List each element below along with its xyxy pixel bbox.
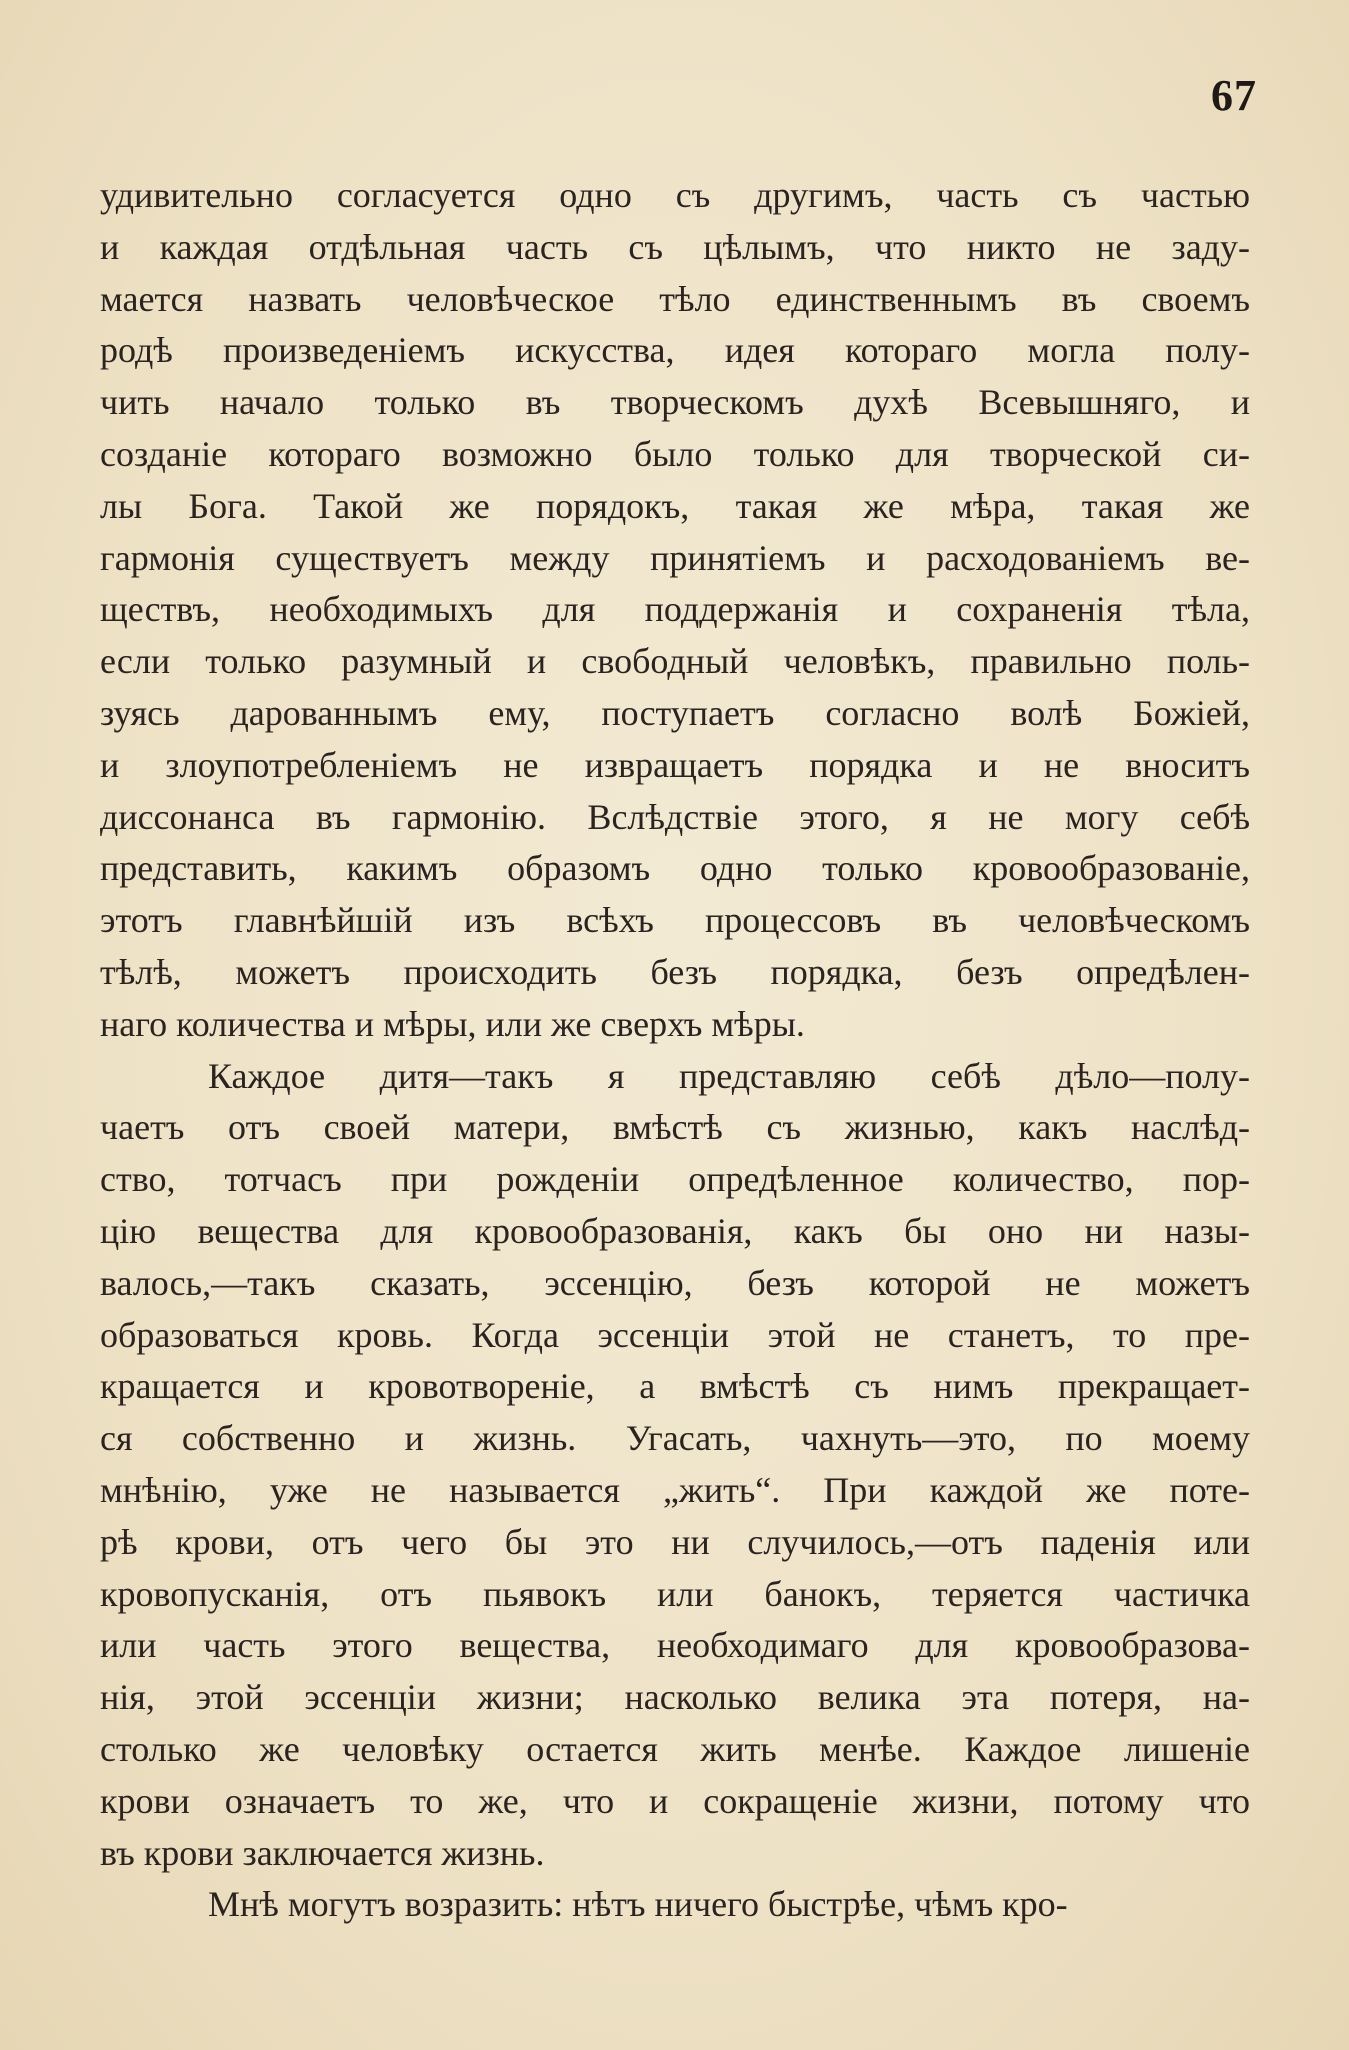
text-line: и каждая отдѣльная часть съ цѣлымъ, что никто не заду- <box>100 226 1250 267</box>
text-line: родѣ произведеніемъ искусства, идея котораго могла полу- <box>100 330 1250 371</box>
text-line: образоваться кровь. Когда эссенціи этой не станетъ, то пре- <box>100 1314 1250 1355</box>
page-number: 67 <box>1211 71 1257 120</box>
text-line: мается назвать человѣческое тѣло единственнымъ въ своемъ <box>100 278 1250 319</box>
text-line: диссонанса въ гармонію. Вслѣдствіе этого, я не могу себѣ <box>100 796 1250 837</box>
text-line: лы Бога. Такой же порядокъ, такая же мѣра, такая же <box>100 485 1250 526</box>
text-line: Каждое дитя—такъ я представляю себѣ дѣло—полу- <box>208 1055 1250 1096</box>
text-line: кращается и кровотвореніе, а вмѣстѣ съ нимъ прекращает- <box>100 1366 1250 1407</box>
paragraph <box>100 1051 1250 1880</box>
text-line: чить начало только въ творческомъ духѣ Всевышняго, и <box>100 382 1250 423</box>
text-line: ство, тотчасъ при рожденіи опредѣленное количество, пор- <box>100 1159 1250 1200</box>
text-line: представить, какимъ образомъ одно только кровообразованіе, <box>100 848 1250 889</box>
text-line: созданіе котораго возможно было только для творческой си- <box>100 433 1250 474</box>
text-line: наго количества и мѣры, или же сверхъ мѣры. <box>100 1003 805 1044</box>
text-line: или часть этого вещества, необходимаго для кровообразова- <box>100 1625 1250 1666</box>
text-line: мнѣнію, уже не называется „жить“. При каждой же поте- <box>100 1469 1250 1510</box>
text-line: кровопусканія, отъ пьявокъ или банокъ, теряется частичка <box>100 1573 1250 1614</box>
text-line: крови означаетъ то же, что и сокращеніе жизни, потому что <box>100 1780 1250 1821</box>
text-line: въ крови заключается жизнь. <box>100 1832 545 1873</box>
text-line: этотъ главнѣйшій изъ всѣхъ процессовъ въ человѣческомъ <box>100 900 1250 941</box>
text-line: чаетъ отъ своей матери, вмѣстѣ съ жизнью, какъ наслѣд- <box>100 1107 1250 1148</box>
text-line: столько же человѣку остается жить менѣе. Каждое лишеніе <box>100 1728 1250 1769</box>
text-line: Мнѣ могутъ возразить: нѣтъ ничего быстрѣе, чѣмъ кро- <box>208 1884 1068 1925</box>
text-line: и злоупотребленіемъ не извращаетъ порядка и не вноситъ <box>100 744 1250 785</box>
text-line: зуясь дарованнымъ ему, поступаетъ согласно волѣ Божіей, <box>100 692 1250 733</box>
text-line: ся собственно и жизнь. Угасать, чахнуть—это, по моему <box>100 1418 1250 1459</box>
text-line: удивительно согласуется одно съ другимъ, часть съ частью <box>100 175 1250 215</box>
paragraph <box>100 1879 1250 1931</box>
body-text <box>100 170 1250 1931</box>
paragraph <box>100 170 1250 1051</box>
text-line: ществъ, необходимыхъ для поддержанія и сохраненія тѣла, <box>100 589 1250 630</box>
text-line: валось,—такъ сказать, эссенцію, безъ которой не можетъ <box>100 1262 1250 1303</box>
text-line: если только разумный и свободный человѣкъ, правильно поль- <box>100 641 1250 682</box>
text-line: рѣ крови, отъ чего бы это ни случилось,—отъ паденія или <box>100 1521 1250 1562</box>
text-line: тѣлѣ, можетъ происходить безъ порядка, безъ опредѣлен- <box>100 951 1250 992</box>
text-line: нія, этой эссенціи жизни; насколько велика эта потеря, на- <box>100 1677 1250 1718</box>
text-line: гармонія существуетъ между принятіемъ и расходованіемъ ве- <box>100 537 1250 578</box>
text-line: цію вещества для кровообразованія, какъ бы оно ни назы- <box>100 1210 1250 1251</box>
